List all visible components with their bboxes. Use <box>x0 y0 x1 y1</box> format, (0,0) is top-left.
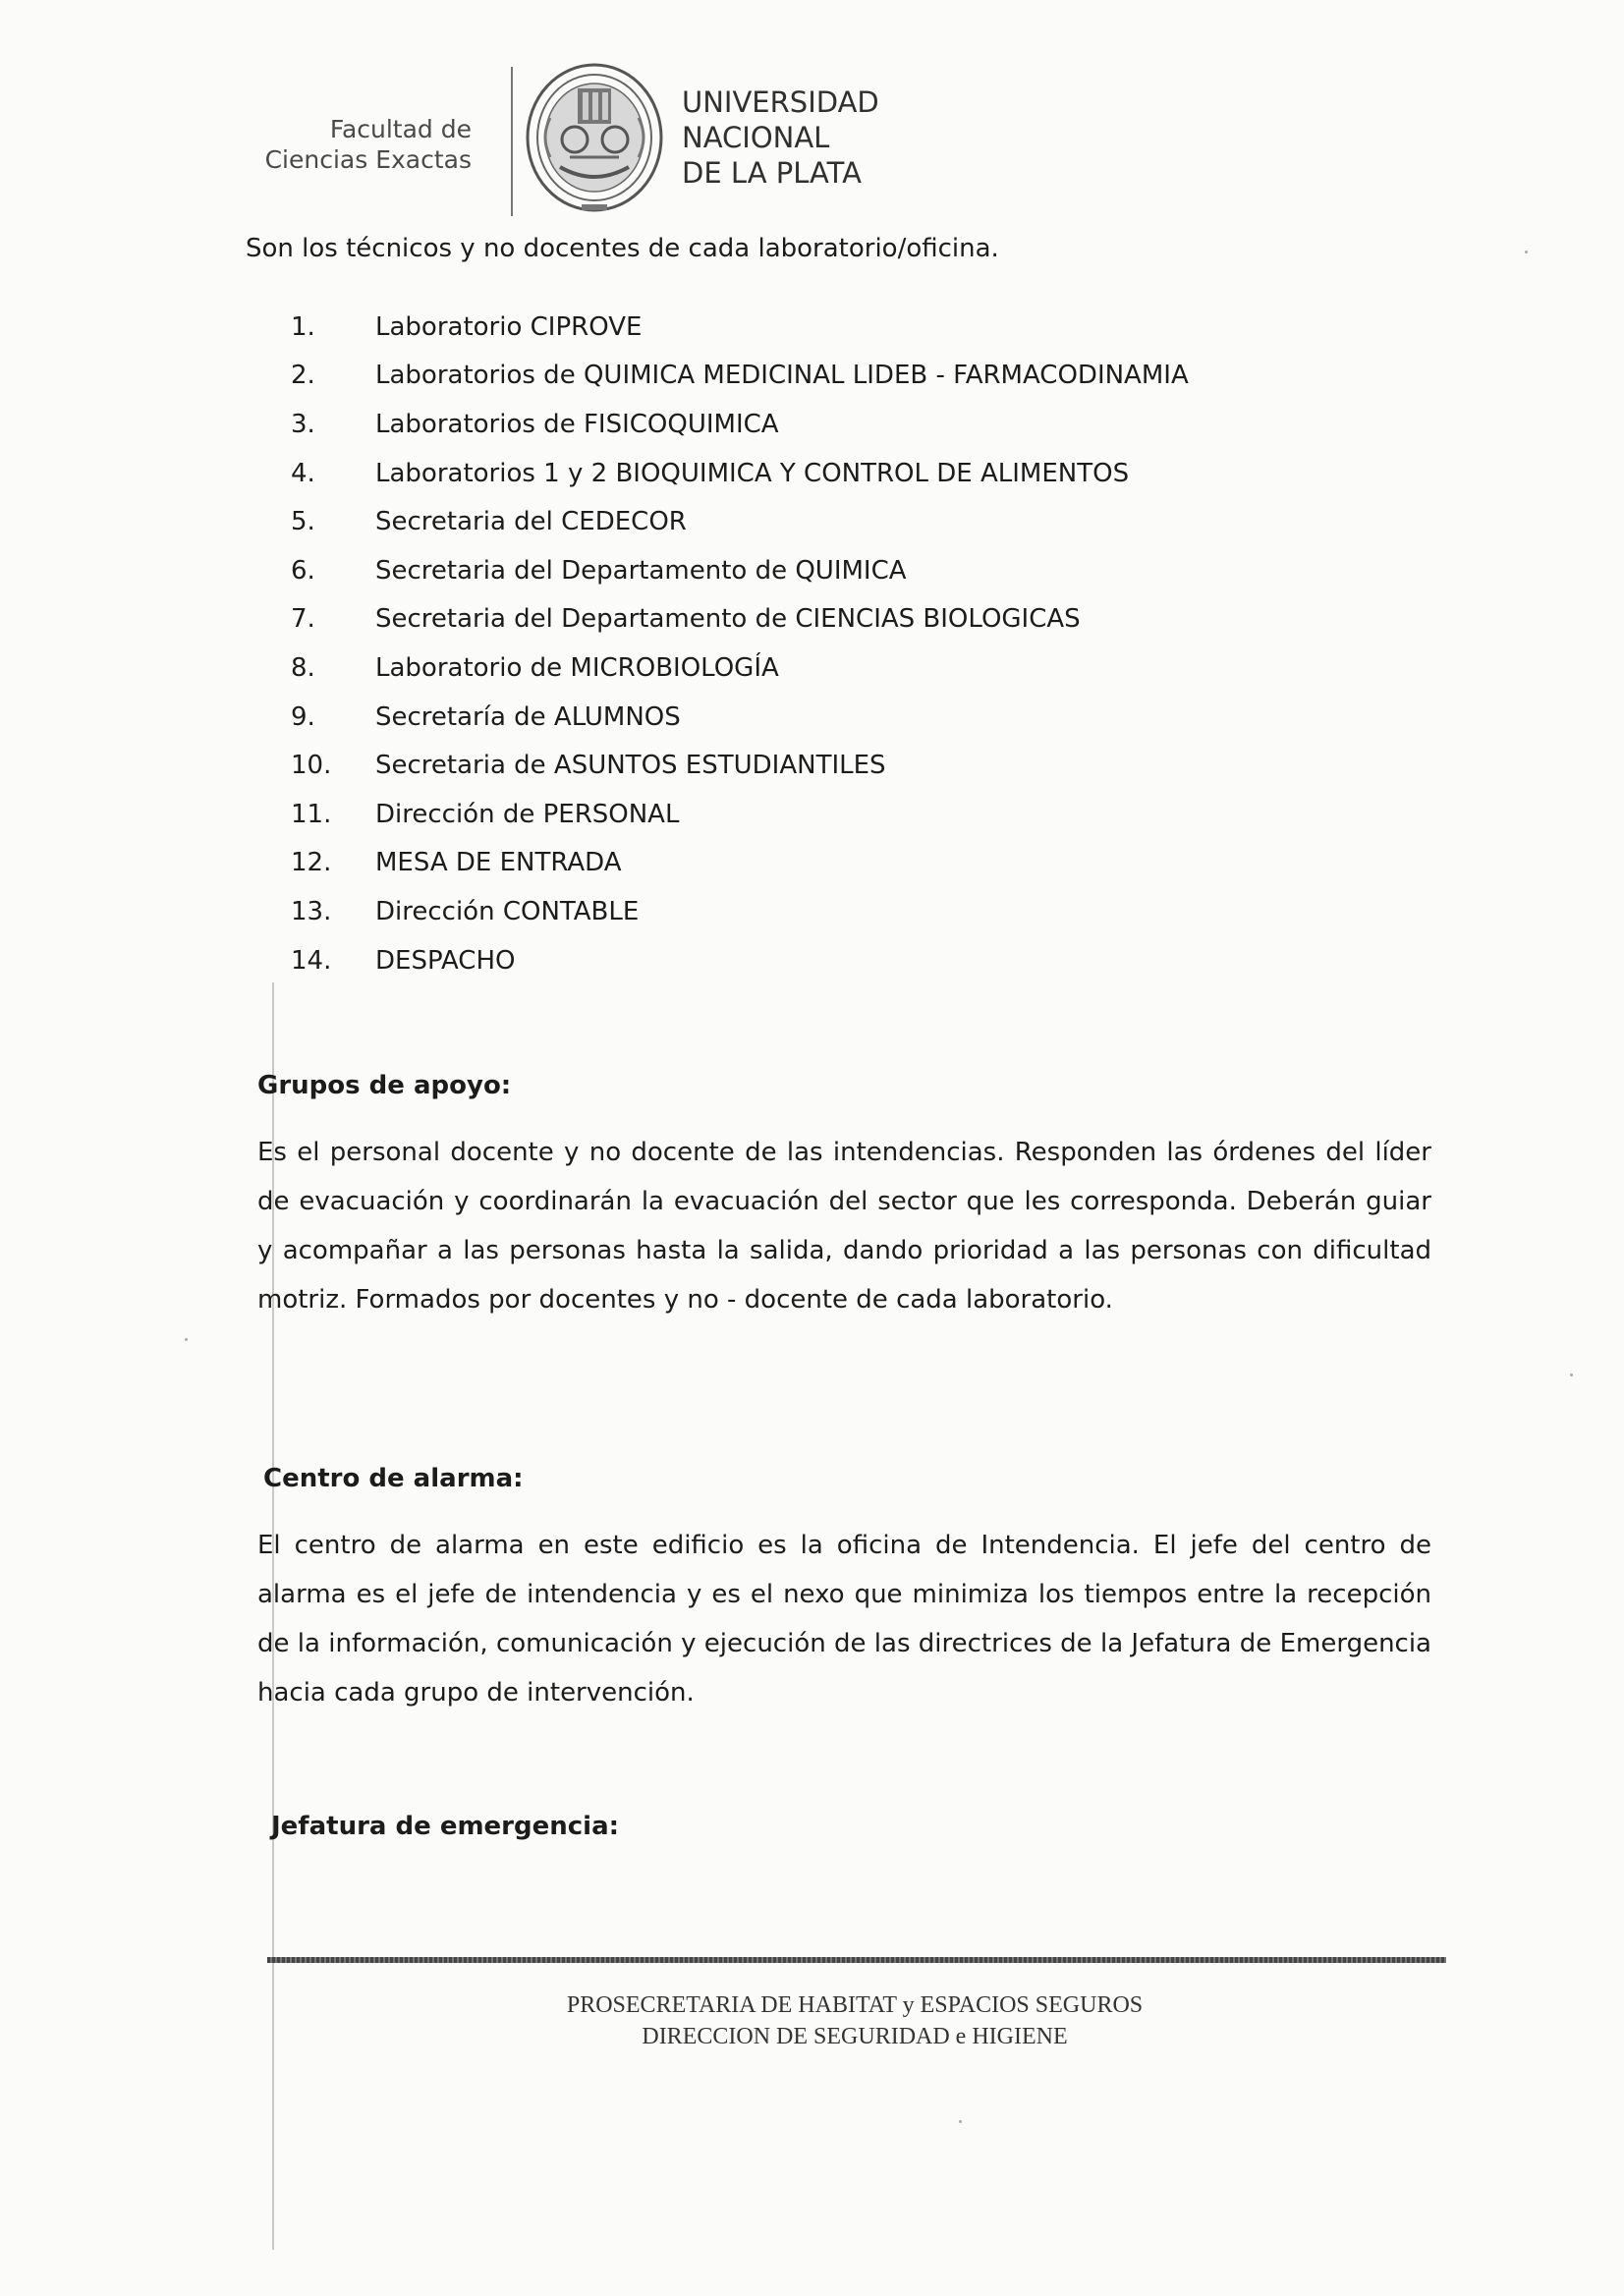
scan-speck <box>1525 251 1528 253</box>
office-list <box>291 303 1189 984</box>
list-number: 3. <box>291 409 315 439</box>
list-number: 11. <box>291 799 332 829</box>
list-text: Secretaria del Departamento de CIENCIAS BIOLOGICAS <box>375 604 1081 635</box>
list-text: Laboratorio CIPROVE <box>375 311 643 342</box>
list-number: 7. <box>291 604 315 635</box>
list-number: 8. <box>291 652 315 683</box>
footer-line-2: DIRECCION DE SEGURIDAD e HIGIENE <box>642 2024 1068 2049</box>
list-number: 2. <box>291 361 315 391</box>
list-text: Dirección CONTABLE <box>375 896 640 926</box>
section-heading-apoyo: Grupos de apoyo: <box>257 1071 512 1100</box>
footer-line-1: PROSECRETARIA DE HABITAT y ESPACIOS SEGUROS <box>566 1992 1144 2018</box>
list-item <box>291 546 1189 595</box>
list-text: Laboratorios de FISICOQUIMICA <box>375 409 779 439</box>
list-item <box>291 790 1189 839</box>
list-number: 14. <box>291 945 332 976</box>
list-text: Dirección de PERSONAL <box>375 799 680 829</box>
intro-text: Son los técnicos y no docentes de cada laboratorio/oficina. <box>246 234 999 263</box>
section-heading-jefatura: Jefatura de emergencia: <box>271 1812 620 1841</box>
list-item <box>291 887 1189 936</box>
list-item <box>291 693 1189 742</box>
list-number: 5. <box>291 507 315 537</box>
list-number: 9. <box>291 701 315 732</box>
list-text: Laboratorios de QUIMICA MEDICINAL LIDEB - FARMACODINAMIA <box>375 361 1189 391</box>
section-heading-alarma: Centro de alarma: <box>263 1464 524 1493</box>
footer-rule <box>267 1957 1446 1963</box>
list-number: 1. <box>291 311 315 342</box>
university-seal-icon <box>521 59 668 220</box>
list-text: Laboratorios 1 y 2 BIOQUIMICA Y CONTROL DE ALIMENTOS <box>375 458 1130 488</box>
list-text: Secretaria del Departamento de QUIMICA <box>375 555 907 586</box>
university-line-1: UNIVERSIDAD <box>682 85 879 119</box>
list-item <box>291 839 1189 888</box>
scan-speck <box>959 2120 962 2123</box>
list-number: 13. <box>291 896 332 926</box>
list-text: Secretaría de ALUMNOS <box>375 701 681 732</box>
list-number: 10. <box>291 751 332 781</box>
section-text-alarma: El centro de alarma en este edificio es la oficina de Intendencia. El jefe del centro de alarma es el jefe de intendencia y es el nexo que minimiza los tiempos entre la recepción de la información, comunicación y ejecución de las directrices de la Jefatura de Emergencia hacia cada grupo de intervención. <box>257 1531 1431 1708</box>
list-item <box>291 352 1189 401</box>
scan-speck <box>1570 1373 1573 1376</box>
list-item <box>291 644 1189 693</box>
faculty-name <box>246 114 472 175</box>
university-line-2: NACIONAL <box>682 121 830 154</box>
list-number: 6. <box>291 555 315 586</box>
list-item <box>291 497 1189 546</box>
list-text: Secretaria del CEDECOR <box>375 507 687 537</box>
university-name <box>682 84 879 191</box>
list-text: MESA DE ENTRADA <box>375 848 622 878</box>
list-text: DESPACHO <box>375 945 516 976</box>
list-number: 4. <box>291 458 315 488</box>
footer <box>462 1989 1248 2052</box>
list-item <box>291 595 1189 644</box>
list-number: 12. <box>291 848 332 878</box>
list-text: Secretaria de ASUNTOS ESTUDIANTILES <box>375 751 886 781</box>
list-item <box>291 303 1189 352</box>
section-text-apoyo: Es el personal docente y no docente de las intendencias. Responden las órdenes del líder de evacuación y coordinarán la evacuación del sector que les corresponda. Deberán guiar y acompañar a las personas hasta la salida, dando prioridad a las personas con dificultad motriz. Formados por docentes y no - docente de cada laboratorio. <box>257 1138 1431 1315</box>
scan-speck <box>185 1338 188 1341</box>
faculty-line-2: Ciencias Exactas <box>264 145 472 174</box>
faculty-line-1: Facultad de <box>329 115 472 143</box>
list-item <box>291 449 1189 498</box>
header-divider <box>511 67 513 216</box>
university-line-3: DE LA PLATA <box>682 156 862 190</box>
list-item <box>291 936 1189 985</box>
list-item <box>291 400 1189 449</box>
list-text: Laboratorio de MICROBIOLOGÍA <box>375 652 779 683</box>
list-item <box>291 741 1189 790</box>
